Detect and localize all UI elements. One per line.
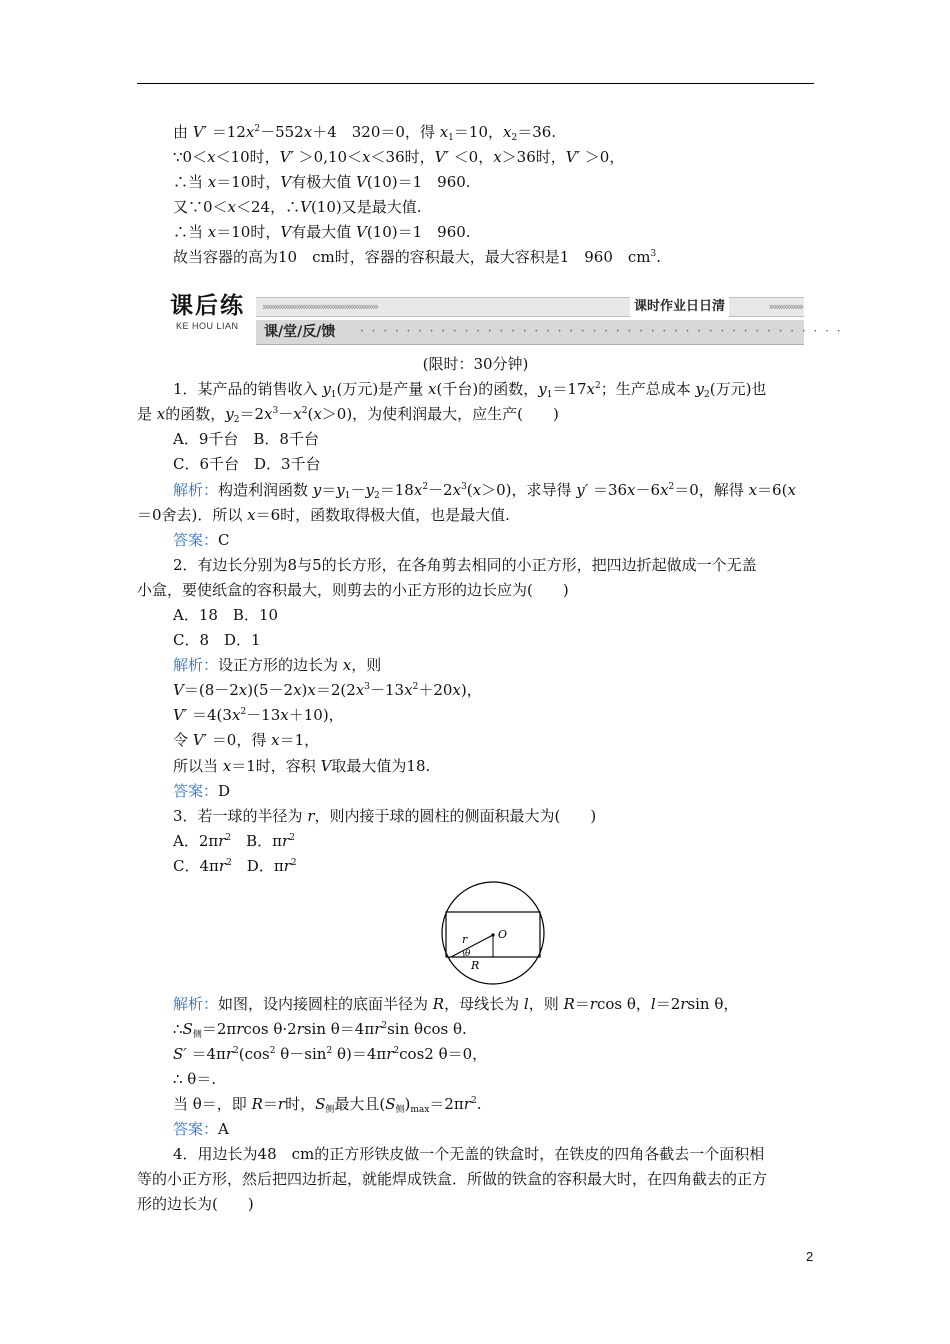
top-line-1: 由 $V' =12x^2-552x+4$ 320＝0，得 $x_1=10$，$x_2=36$.	[173, 123, 557, 143]
section-title: 课后练	[170, 293, 245, 319]
q3-solution-line4: ∴ θ＝.	[173, 1070, 217, 1088]
q2-options-ab: A．18 B．10	[173, 606, 279, 624]
q3-options-cd: C．$4\pi r^2$ D．$\pi r^2$	[173, 857, 297, 875]
page-number: 2	[806, 1249, 814, 1264]
q1-answer: 答案：C	[173, 531, 230, 549]
top-line-6: 故当容器的高为10 cm时，容器的容积最大，最大容积是1 960 $cm^3$.	[173, 248, 662, 266]
time-limit: (限时：30分钟)	[422, 355, 529, 373]
section-pinyin: KE HOU LIAN	[176, 321, 239, 331]
q3-solution-line1: 解析：如图，设内接圆柱的底面半径为 R，母线长为 l，则 R＝rcos θ，l＝2rsin θ，	[173, 995, 739, 1013]
banner-sub-bar	[256, 320, 843, 345]
top-line-5: ∴当 x＝10时，V有最大值 V(10)＝1 960.	[173, 223, 471, 241]
section-badge	[156, 287, 256, 346]
q1-options-cd: C．6千台 D．3千台	[173, 455, 321, 473]
banner-right-label: 课时作业日日清	[630, 297, 729, 317]
banner-top-bar	[256, 297, 804, 317]
q3-solution-line3: $S' =4\pi r^2(\cos^2$ $\theta-\sin^2$ $\theta)=4\pi r^2\cos 2$ θ＝0，	[173, 1045, 488, 1063]
q2-solution-line3: $V' =4(3x^2-13x+10)$，	[173, 706, 344, 724]
q1-solution-line2: ＝0舍去)．所以 x＝6时，函数取得极大值，也是最大值.	[137, 506, 510, 524]
label-R: R	[471, 959, 480, 972]
q3-solution-line5: 当 θ＝，即 R＝r时，$S_侧$最大且$(S_侧)_{max}=2\pi r^2$.	[173, 1095, 482, 1115]
label-r: r	[462, 933, 468, 946]
sphere-circle	[442, 882, 544, 984]
q2-stem-line1: 2．有边长分别为8与5的长方形，在各角剪去相同的小正方形，把四边折起做成一个无盖	[173, 556, 757, 574]
q3-solution-line2: $\therefore S_侧=2\pi rcos$ θ·2rsin $\theta=4\pi r^2\sin$ θcos θ.	[173, 1020, 467, 1040]
q2-solution-line4: 令 V′ ＝0，得 x＝1，	[173, 731, 320, 749]
angle-arc	[463, 951, 464, 957]
q3-stem: 3．若一球的半径为 r，则内接于球的圆柱的侧面积最大为( )	[173, 807, 597, 825]
q4-stem-line2: 等的小正方形，然后把四边折起，就能焊成铁盒．所做的铁盒的容积最大时，在四角截去的正方	[137, 1170, 768, 1188]
dotted-decoration: · · · · · · · · · · · · · · · · · · · · · · · · · · · · · · · · · · · · · · · · · ·	[360, 324, 843, 338]
chevron-decoration-right: ››››››››››››››	[768, 300, 802, 313]
header-rule	[137, 83, 814, 84]
label-theta: θ	[465, 949, 471, 959]
label-O: O	[498, 928, 508, 941]
q2-options-cd: C．8 D．1	[173, 631, 261, 649]
q2-solution-line2: $V=(8-2x)(5-2x)x=2(2x^3-13x^2+20x)$，	[173, 681, 482, 699]
center-point	[491, 933, 494, 936]
sphere-cylinder-figure	[440, 880, 546, 986]
banner-subtitle: 课/堂/反/馈	[264, 324, 336, 340]
q2-answer: 答案：D	[173, 782, 231, 800]
top-line-4: 又∵0＜x＜24，∴V(10)又是最大值.	[173, 198, 422, 216]
q2-stem-line2: 小盒，要使纸盒的容积最大，则剪去的小正方形的边长应为( )	[137, 581, 569, 599]
q3-options-ab: A．$2\pi r^2$ B．$\pi r^2$	[173, 832, 295, 850]
q4-stem-line3: 形的边长为( )	[137, 1195, 254, 1213]
top-line-3: ∴当 x＝10时，V有极大值 V(10)＝1 960.	[173, 173, 471, 191]
q4-stem-line1: 4．用边长为48 cm的正方形铁皮做一个无盖的铁盒时，在铁皮的四角各截去一个面积相	[173, 1145, 765, 1163]
top-line-2: ∵0＜x＜10时，V′ ＞0,10＜x＜36时，V′ ＜0，x＞36时，V′ ＞0，	[173, 148, 625, 166]
q2-solution-line1: 解析：设正方形的边长为 x，则	[173, 656, 382, 674]
q1-solution-line1: 解析：构造利润函数 $y=y_1-y_2=18x^2-2x^3(x>0)$，求导得 $y' =36x-6x^2=0$，解得 x＝6(x	[173, 481, 796, 501]
chevron-decoration: ››››››››››››››››››››››››››››››››››››››››››››››››	[262, 300, 378, 313]
q1-stem-line1: 1．某产品的销售收入 $y_1$(万元)是产量 x(千台)的函数，$y_1=17x^2$；生产总成本 $y_2$(万元)也	[173, 380, 767, 400]
q1-options-ab: A．9千台 B．8千台	[173, 430, 319, 448]
q1-stem-line2: 是 x的函数，$y_2=2x^3-x^2(x>0)$，为使利润最大，应生产( )	[137, 405, 559, 425]
radius-line	[451, 935, 493, 957]
q3-answer: 答案：A	[173, 1120, 229, 1138]
q2-solution-line5: 所以当 x＝1时，容积 V取最大值为18.	[173, 757, 431, 775]
